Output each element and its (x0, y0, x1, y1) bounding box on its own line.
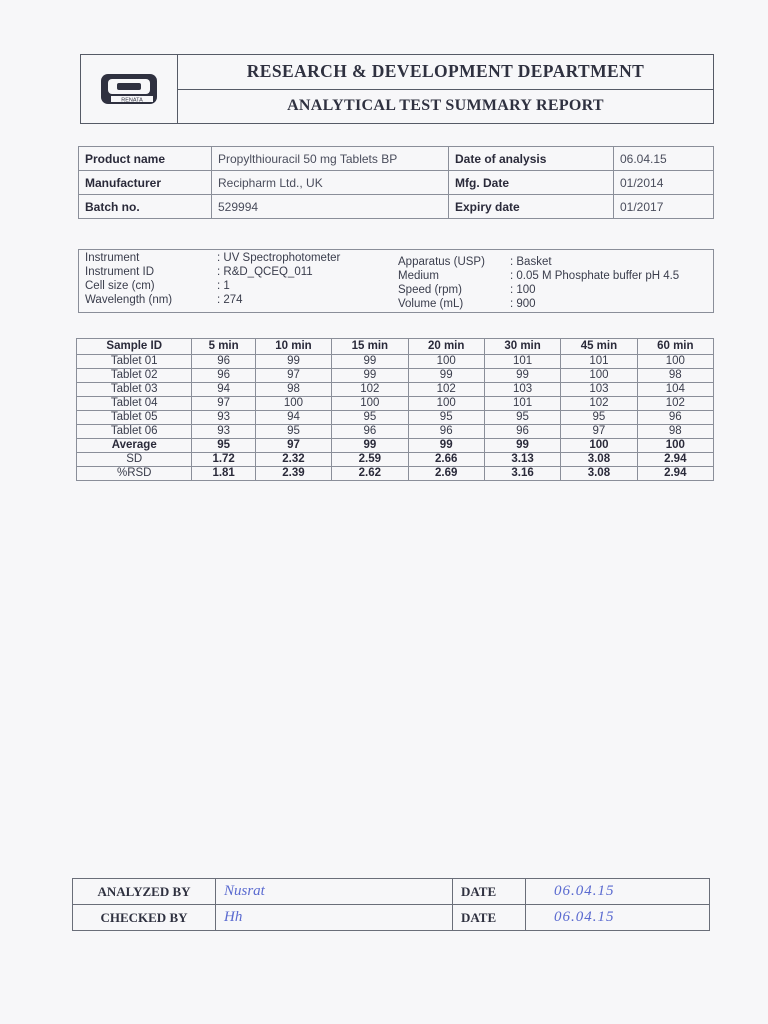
results-header-row (77, 339, 714, 355)
product-row (79, 171, 714, 195)
column-header: 5 min (192, 339, 255, 355)
result-cell: 2.59 (332, 453, 408, 467)
result-cell: 99 (408, 439, 484, 453)
column-header: 15 min (332, 339, 408, 355)
report-header (80, 54, 714, 124)
title-block (178, 55, 713, 123)
result-cell: 99 (255, 355, 331, 369)
instrument-value: : Basket (510, 256, 552, 268)
result-cell: 94 (192, 383, 255, 397)
product-row (79, 195, 714, 219)
result-cell: 100 (561, 369, 637, 383)
instrument-left-row (85, 252, 340, 264)
result-cell: 101 (561, 355, 637, 369)
result-cell: 2.66 (408, 453, 484, 467)
result-cell: 93 (192, 411, 255, 425)
result-cell: 95 (484, 411, 560, 425)
results-row (77, 453, 714, 467)
column-header: 60 min (637, 339, 713, 355)
instrument-label: Instrument (85, 252, 140, 264)
product-row (79, 147, 714, 171)
instrument-label: Cell size (cm) (85, 280, 155, 292)
instrument-label: Instrument ID (85, 266, 155, 278)
result-cell: 100 (637, 355, 713, 369)
result-cell: 95 (192, 439, 255, 453)
result-cell: 2.39 (255, 467, 331, 481)
result-cell: 104 (637, 383, 713, 397)
checked-row (73, 905, 710, 931)
instrument-value: : 900 (510, 298, 536, 310)
result-cell: 100 (408, 397, 484, 411)
result-cell: 99 (484, 369, 560, 383)
dissolution-results-table (76, 338, 714, 481)
instrument-value: : UV Spectrophotometer (217, 252, 341, 264)
instrument-value: : 274 (217, 294, 243, 306)
result-cell: 98 (255, 383, 331, 397)
result-cell: 1.72 (192, 453, 255, 467)
analyzed-date-value: 06.04.15 (526, 879, 710, 905)
result-cell: 99 (408, 369, 484, 383)
result-cell: 100 (255, 397, 331, 411)
results-row (77, 383, 714, 397)
column-header: 20 min (408, 339, 484, 355)
result-cell: 102 (561, 397, 637, 411)
product-value: 06.04.15 (614, 147, 714, 171)
sample-id-cell: Tablet 04 (77, 397, 192, 411)
result-cell: 95 (561, 411, 637, 425)
result-cell: 97 (192, 397, 255, 411)
result-cell: 103 (484, 383, 560, 397)
result-cell: 100 (408, 355, 484, 369)
sample-id-cell: Tablet 05 (77, 411, 192, 425)
result-cell: 97 (255, 369, 331, 383)
result-cell: 2.94 (637, 453, 713, 467)
sample-id-cell: Tablet 01 (77, 355, 192, 369)
result-cell: 95 (255, 425, 331, 439)
instrument-left-row (85, 266, 313, 278)
result-cell: 96 (408, 425, 484, 439)
sample-id-cell: Average (77, 439, 192, 453)
result-cell: 3.08 (561, 453, 637, 467)
sample-id-cell: Tablet 03 (77, 383, 192, 397)
sample-id-cell: SD (77, 453, 192, 467)
result-cell: 99 (484, 439, 560, 453)
column-header: 10 min (255, 339, 331, 355)
instrument-label: Wavelength (nm) (85, 294, 173, 306)
result-cell: 2.69 (408, 467, 484, 481)
logo-cell (81, 55, 178, 123)
result-cell: 96 (192, 369, 255, 383)
results-row (77, 425, 714, 439)
result-cell: 3.16 (484, 467, 560, 481)
result-cell: 94 (255, 411, 331, 425)
result-cell: 3.08 (561, 467, 637, 481)
product-label: Date of analysis (449, 147, 614, 171)
result-cell: 99 (332, 369, 408, 383)
product-value: 01/2017 (614, 195, 714, 219)
instrument-right-row (398, 270, 679, 282)
result-cell: 102 (332, 383, 408, 397)
product-label: Batch no. (79, 195, 212, 219)
instrument-label: Volume (mL) (398, 298, 464, 310)
result-cell: 97 (561, 425, 637, 439)
column-header: 30 min (484, 339, 560, 355)
result-cell: 96 (332, 425, 408, 439)
result-cell: 2.94 (637, 467, 713, 481)
result-cell: 100 (637, 439, 713, 453)
results-row (77, 369, 714, 383)
instrument-left-row (85, 294, 243, 306)
department-title: RESEARCH & DEVELOPMENT DEPARTMENT (178, 55, 713, 90)
analyzed-by-label: ANALYZED BY (73, 879, 216, 905)
result-cell: 99 (332, 439, 408, 453)
result-cell: 99 (332, 355, 408, 369)
result-cell: 2.62 (332, 467, 408, 481)
product-info-table (78, 146, 714, 219)
product-value: Recipharm Ltd., UK (212, 171, 449, 195)
analyzed-by-signature: Nusrat (216, 879, 453, 905)
result-cell: 100 (561, 439, 637, 453)
checked-by-signature: Hh (216, 905, 453, 931)
result-cell: 3.13 (484, 453, 560, 467)
instrument-right-row (398, 256, 552, 268)
instrument-box (78, 249, 714, 313)
result-cell: 96 (192, 355, 255, 369)
instrument-right-row (398, 284, 536, 296)
result-cell: 102 (637, 397, 713, 411)
renata-logo-icon (99, 71, 159, 107)
result-cell: 100 (332, 397, 408, 411)
results-row (77, 467, 714, 481)
result-cell: 2.32 (255, 453, 331, 467)
checked-by-label: CHECKED BY (73, 905, 216, 931)
instrument-label: Apparatus (USP) (398, 256, 485, 268)
analyzed-date-label: DATE (453, 879, 526, 905)
checked-date-label: DATE (453, 905, 526, 931)
instrument-value: : 1 (217, 280, 230, 292)
results-row (77, 439, 714, 453)
product-label: Mfg. Date (449, 171, 614, 195)
instrument-label: Speed (rpm) (398, 284, 462, 296)
result-cell: 103 (561, 383, 637, 397)
result-cell: 95 (408, 411, 484, 425)
product-label: Manufacturer (79, 171, 212, 195)
product-label: Expiry date (449, 195, 614, 219)
result-cell: 101 (484, 397, 560, 411)
result-cell: 101 (484, 355, 560, 369)
result-cell: 95 (332, 411, 408, 425)
result-cell: 97 (255, 439, 331, 453)
instrument-value: : R&D_QCEQ_011 (217, 266, 313, 278)
results-row (77, 355, 714, 369)
result-cell: 102 (408, 383, 484, 397)
product-value: 01/2014 (614, 171, 714, 195)
product-value: 529994 (212, 195, 449, 219)
sample-id-cell: Tablet 06 (77, 425, 192, 439)
analyzed-row (73, 879, 710, 905)
sample-id-cell: Tablet 02 (77, 369, 192, 383)
signature-table (72, 878, 710, 931)
column-header: 45 min (561, 339, 637, 355)
sample-id-cell: %RSD (77, 467, 192, 481)
result-cell: 96 (637, 411, 713, 425)
result-cell: 98 (637, 425, 713, 439)
instrument-right-row (398, 298, 536, 310)
instrument-value: : 100 (510, 284, 536, 296)
report-title: ANALYTICAL TEST SUMMARY REPORT (287, 97, 604, 115)
result-cell: 98 (637, 369, 713, 383)
results-row (77, 411, 714, 425)
product-value: Propylthiouracil 50 mg Tablets BP (212, 147, 449, 171)
result-cell: 1.81 (192, 467, 255, 481)
checked-date-value: 06.04.15 (526, 905, 710, 931)
column-header: Sample ID (77, 339, 192, 355)
instrument-left-row (85, 280, 230, 292)
result-cell: 96 (484, 425, 560, 439)
instrument-value: : 0.05 M Phosphate buffer pH 4.5 (510, 270, 680, 282)
result-cell: 93 (192, 425, 255, 439)
logo-text: RENATA (121, 97, 143, 104)
results-row (77, 397, 714, 411)
product-label: Product name (79, 147, 212, 171)
instrument-label: Medium (398, 270, 439, 282)
